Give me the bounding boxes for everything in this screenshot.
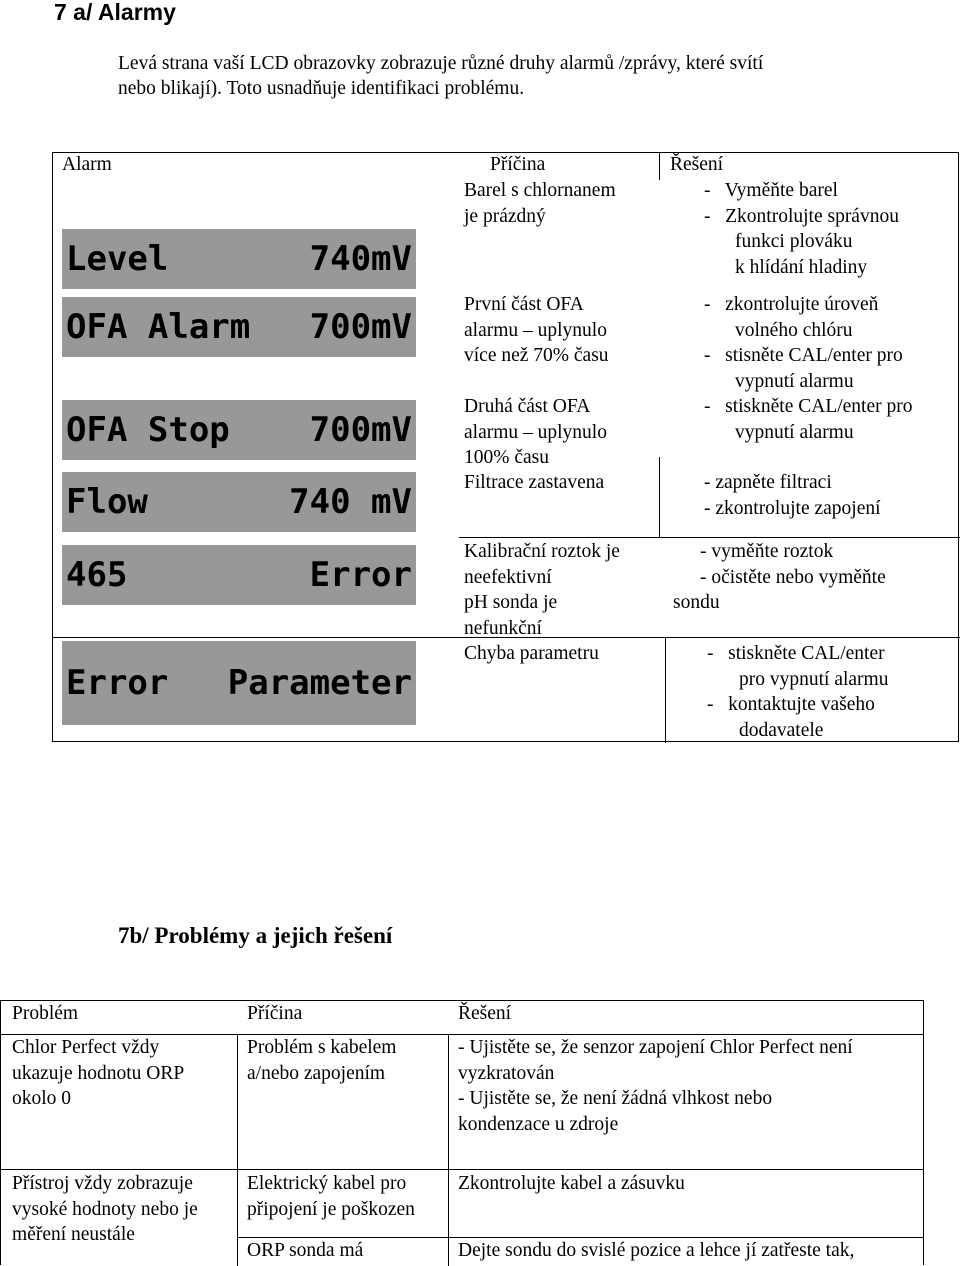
table-divider [659, 153, 660, 180]
solution-line: - kontaktujte vašeho [707, 694, 875, 715]
cell-line: měření neustále [12, 1224, 135, 1245]
cause-cell [464, 394, 607, 471]
table-divider [237, 1034, 238, 1266]
problem-cell [12, 1035, 184, 1112]
cause-cell [464, 539, 620, 641]
lcd-value: Parameter [227, 663, 412, 703]
solution-cell [704, 394, 913, 445]
cause-cell [247, 1238, 363, 1264]
solution-cell [673, 539, 886, 616]
section-a-intro [118, 51, 763, 101]
solution-line: - očistěte nebo vyměňte [700, 566, 886, 588]
lcd-label: Error [66, 663, 169, 703]
lcd-value: 740mV [309, 239, 412, 279]
header-solution: Řešení [670, 154, 724, 175]
solution-line: k hlídání hladiny [735, 256, 868, 278]
solution-line: - stiskněte CAL/enter [707, 643, 885, 664]
header-solution-b: Řešení [458, 1003, 512, 1024]
lcd-label: OFA Stop [66, 410, 230, 450]
table-divider [459, 537, 960, 538]
cause-line: více než 70% času [464, 345, 609, 366]
cause-line: alarmu – uplynulo [464, 319, 607, 341]
cause-line: Chyba parametru [464, 643, 599, 664]
section-b-title: 7b/ Problémy a jejich řešení [118, 923, 393, 948]
solution-line: dodavatele [739, 719, 824, 741]
lcd-label: Level [66, 239, 169, 279]
solution-cell [704, 292, 903, 394]
intro-line: Levá strana vaší LCD obrazovky zobrazuje různé druhy alarmů /zprávy, které svítí [118, 53, 764, 74]
solution-line: - zapněte filtraci [704, 472, 832, 493]
header-alarm: Alarm [62, 154, 112, 175]
problem-cell [12, 1171, 198, 1248]
cell-line: Problém s kabelem [247, 1037, 397, 1058]
cell-line: kondenzace u zdroje [458, 1113, 619, 1135]
header-cause: Příčina [490, 154, 546, 175]
lcd-display-ofa-stop [62, 400, 416, 460]
cell-line: ORP sonda má [247, 1240, 364, 1261]
cell-line: - Ujistěte se, že není žádná vlhkost nebo [458, 1088, 773, 1109]
lcd-display-flow [62, 472, 416, 532]
cause-line: alarmu – uplynulo [464, 421, 607, 443]
intro-line: nebo blikají). Toto usnadňuje identifikaci problému. [118, 78, 525, 99]
cause-cell [247, 1035, 396, 1086]
lcd-label: OFA Alarm [66, 307, 251, 347]
solution-cell [458, 1171, 685, 1197]
cause-cell [464, 178, 616, 229]
solution-line: vypnutí alarmu [735, 421, 854, 443]
cause-line: 100% času [464, 447, 550, 468]
cell-line: Zkontrolujte kabel a zásuvku [458, 1173, 685, 1194]
cell-line: Přístroj vždy zobrazuje [12, 1173, 193, 1194]
cell-line: ukazuje hodnotu ORP [12, 1062, 185, 1084]
cause-line: pH sonda je [464, 592, 558, 613]
section-a-title: 7 a/ Alarmy [54, 0, 176, 25]
cause-line: Filtrace zastavena [464, 472, 605, 493]
cause-line: První část OFA [464, 294, 584, 315]
cause-cell [464, 292, 609, 369]
cell-line: a/nebo zapojením [247, 1062, 386, 1084]
solution-line: - zkontrolujte úroveň [704, 294, 879, 315]
cell-line: Dejte sondu do svislé pozice a lehce jí zatřeste tak, [458, 1240, 855, 1261]
table-divider [659, 457, 660, 537]
solution-cell [458, 1238, 854, 1264]
cell-line: vyzkratován [458, 1062, 555, 1084]
header-problem: Problém [12, 1003, 79, 1024]
lcd-value: 740 mV [289, 482, 412, 522]
solution-line: vypnutí alarmu [735, 370, 854, 392]
lcd-display-error-parameter [62, 641, 416, 725]
solution-line: sondu [673, 592, 720, 613]
lcd-label: Flow [66, 482, 148, 522]
cause-line: nefunkční [464, 617, 542, 639]
solution-cell [704, 178, 899, 280]
lcd-value: 700mV [309, 410, 412, 450]
lcd-value: Error [309, 555, 412, 595]
cause-line: je prázdný [464, 205, 546, 227]
cause-line: Barel s chlornanem [464, 180, 616, 201]
cell-line: vysoké hodnoty nebo je [12, 1198, 198, 1220]
cause-line: Druhá část OFA [464, 396, 591, 417]
solution-line: - Vyměňte barel [704, 180, 838, 201]
cell-line: připojení je poškozen [247, 1198, 415, 1220]
solution-cell [458, 1035, 853, 1137]
table-divider [665, 637, 666, 743]
solution-line: - Zkontrolujte správnou [704, 205, 899, 227]
cause-line: neefektivní [464, 566, 552, 588]
solution-line: pro vypnutí alarmu [739, 668, 889, 690]
lcd-display-error [62, 545, 416, 605]
solution-line: volného chlóru [735, 319, 853, 341]
lcd-label: 465 [66, 555, 128, 595]
solution-cell [704, 470, 881, 521]
cell-line: Elektrický kabel pro [247, 1173, 407, 1194]
cause-cell [464, 470, 604, 496]
table-divider [448, 1034, 449, 1266]
lcd-display-level [62, 229, 416, 289]
cause-cell [464, 641, 599, 667]
lcd-display-ofa-alarm [62, 297, 416, 357]
lcd-value: 700mV [309, 307, 412, 347]
cell-line: okolo 0 [12, 1088, 72, 1109]
cause-line: Kalibrační roztok je [464, 541, 620, 562]
solution-cell [707, 641, 888, 743]
cause-cell [247, 1171, 415, 1222]
table-divider [1, 1169, 923, 1170]
header-cause-b: Příčina [247, 1003, 303, 1024]
solution-line: - stisněte CAL/enter pro [704, 345, 903, 366]
cell-line: Chlor Perfect vždy [12, 1037, 160, 1058]
solution-line: - zkontrolujte zapojení [704, 497, 881, 519]
cell-line: - Ujistěte se, že senzor zapojení Chlor Perfect není [458, 1037, 853, 1058]
solution-line: - vyměňte roztok [700, 541, 834, 562]
solution-line: funkci plováku [735, 231, 853, 252]
solution-line: - stiskněte CAL/enter pro [704, 396, 913, 417]
